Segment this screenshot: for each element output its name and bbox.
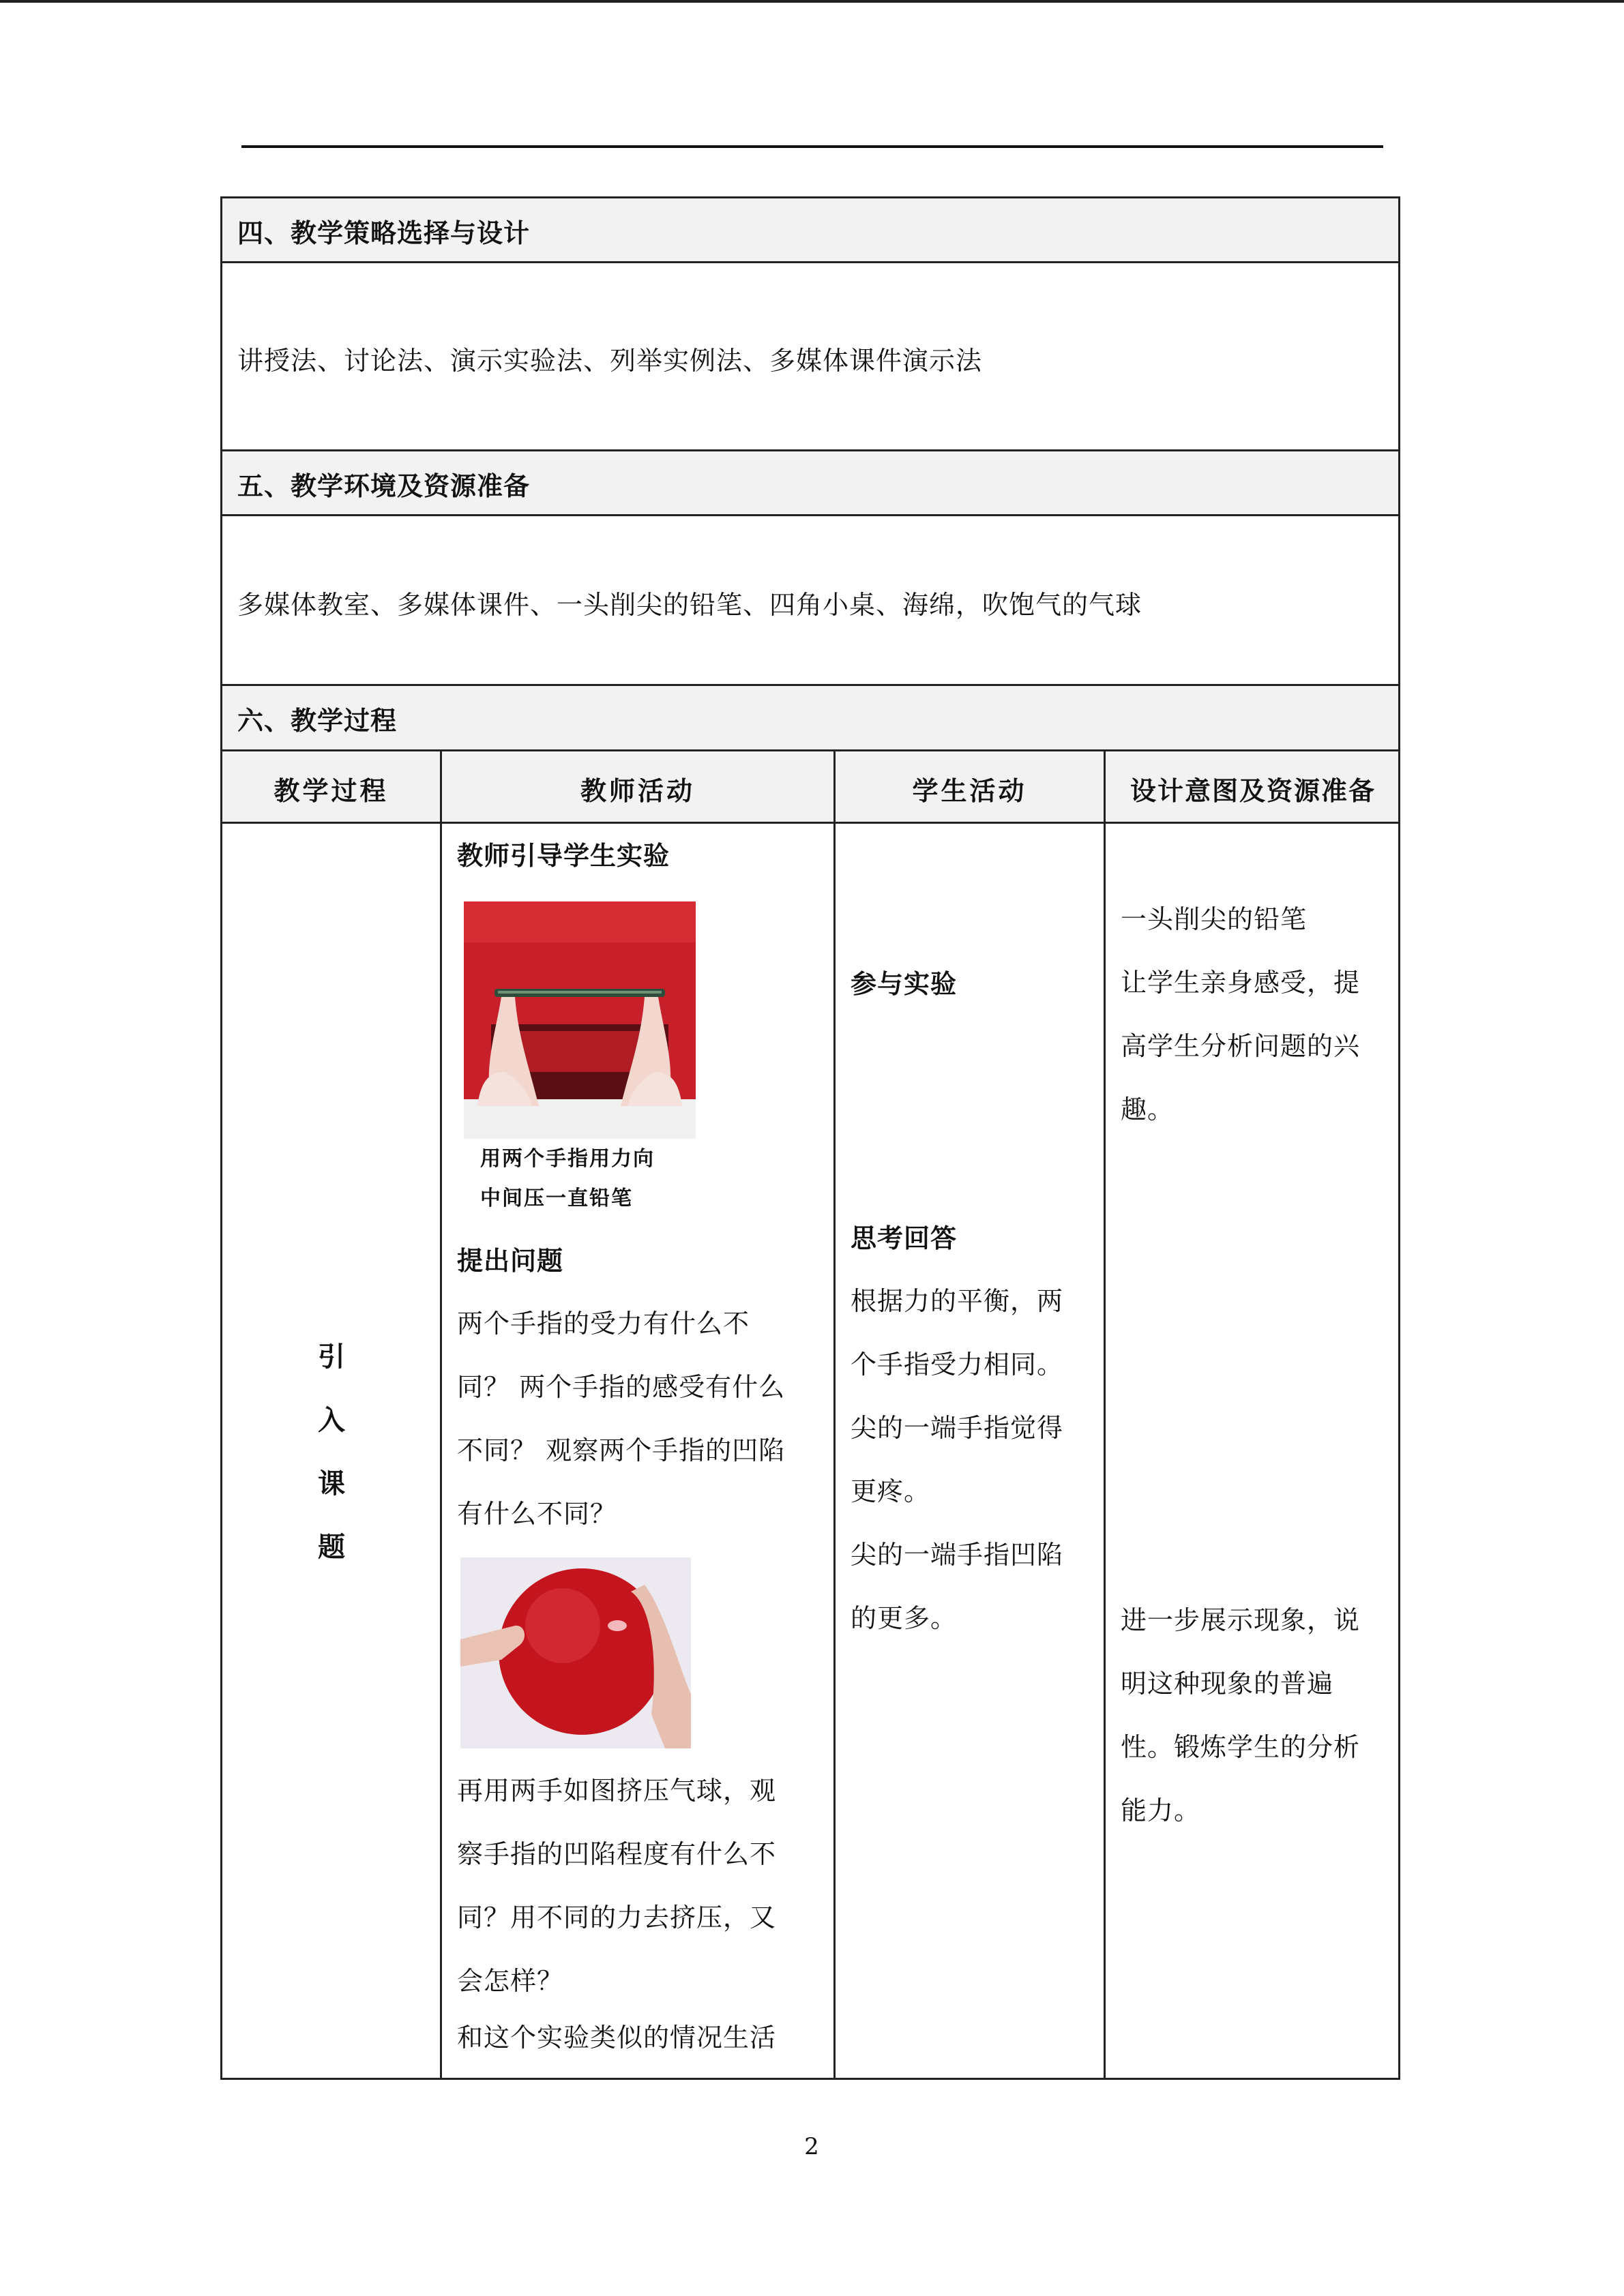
- pencil-press-photo: [464, 901, 696, 1139]
- answer-line: 尖的一端手指觉得: [851, 1413, 1064, 1443]
- design-line: 一头削尖的铅笔: [1121, 904, 1308, 934]
- pencil-caption-line1: 用两个手指用力向: [480, 1147, 655, 1171]
- col-header-student: 学生活动: [912, 775, 1027, 806]
- question-text: [457, 1292, 785, 1546]
- design-line: 性。锻炼学生的分析: [1121, 1732, 1361, 1762]
- teacher-heading: 教师引导学生实验: [457, 840, 670, 871]
- student-answer: [851, 1270, 1063, 1650]
- answer-line: 个手指受力相同。: [851, 1350, 1064, 1380]
- design-block-1: [1121, 888, 1360, 1142]
- header-rule: [241, 145, 1383, 148]
- section-4-body: 讲授法、讨论法、演示实验法、列举实例法、多媒体课件演示法: [237, 346, 983, 376]
- rule-s5-bottom: [220, 514, 1400, 516]
- design-line: 明这种现象的普遍: [1121, 1669, 1334, 1699]
- col-sep-3: [1104, 749, 1106, 2080]
- balloon-squeeze-photo: [460, 1557, 691, 1748]
- pencil-photo-svg: [464, 901, 696, 1139]
- rule-s4-bottom: [220, 261, 1400, 263]
- question-line: 有什么不同？: [457, 1499, 617, 1529]
- design-line: 让学生亲身感受，提: [1121, 968, 1361, 998]
- student-think: 思考回答: [851, 1223, 958, 1253]
- design-line: 进一步展示现象，说: [1121, 1605, 1361, 1635]
- balloon-line: 会怎样？: [457, 1966, 564, 1996]
- balloon-photo-svg: [460, 1557, 691, 1748]
- page-number: 2: [804, 2133, 819, 2160]
- section-4-title: 四、教学策略选择与设计: [237, 218, 531, 248]
- col-header-process: 教学过程: [274, 775, 389, 806]
- stage-char: 课: [318, 1467, 345, 1500]
- design-block-2: [1121, 1589, 1360, 1843]
- rule-s5body-bottom: [220, 684, 1400, 686]
- design-line: 趣。: [1121, 1094, 1175, 1124]
- col-header-teacher: 教师活动: [580, 775, 695, 806]
- section-5-title: 五、教学环境及资源准备: [237, 471, 531, 501]
- col-sep-2: [833, 749, 836, 2080]
- design-line: 高学生分析问题的兴: [1121, 1031, 1361, 1061]
- answer-line: 更疼。: [851, 1476, 931, 1506]
- balloon-line: 和这个实验类似的情况生活: [457, 2023, 777, 2053]
- question-heading: 提出问题: [457, 1245, 564, 1276]
- question-line: 不同？ 观察两个手指的凹陷: [457, 1435, 786, 1465]
- col-sep-1: [440, 749, 442, 2080]
- stage-char: 入: [318, 1404, 345, 1436]
- rule-s6-bottom: [220, 749, 1400, 751]
- balloon-line: 同？用不同的力去挤压，又: [457, 1903, 777, 1933]
- stage-label: [311, 1325, 352, 1579]
- design-line: 能力。: [1121, 1795, 1201, 1825]
- section-5-body: 多媒体教室、多媒体课件、一头削尖的铅笔、四角小桌、海绵，吹饱气的气球: [237, 590, 1142, 620]
- stage-char: 引: [318, 1341, 345, 1373]
- answer-line: 尖的一端手指凹陷: [851, 1540, 1064, 1570]
- student-participate: 参与实验: [851, 968, 958, 999]
- stage-char: 题: [318, 1531, 345, 1563]
- pencil-caption-line2: 中间压一直铅笔: [480, 1187, 633, 1210]
- rule-header-bottom: [220, 822, 1400, 824]
- question-line: 同？ 两个手指的感受有什么: [457, 1372, 786, 1402]
- section-6-title: 六、教学过程: [237, 705, 398, 736]
- rule-s4body-bottom: [220, 449, 1400, 451]
- question-line: 两个手指的受力有什么不: [457, 1309, 750, 1339]
- balloon-line: 察手指的凹陷程度有什么不: [457, 1839, 777, 1869]
- balloon-line: 再用两手如图挤压气球，观: [457, 1776, 777, 1806]
- answer-line: 的更多。: [851, 1603, 958, 1633]
- balloon-text: [457, 1759, 776, 2062]
- col-header-design: 设计意图及资源准备: [1130, 775, 1376, 806]
- page-top-border: [0, 0, 1624, 3]
- answer-line: 根据力的平衡，两: [851, 1286, 1064, 1316]
